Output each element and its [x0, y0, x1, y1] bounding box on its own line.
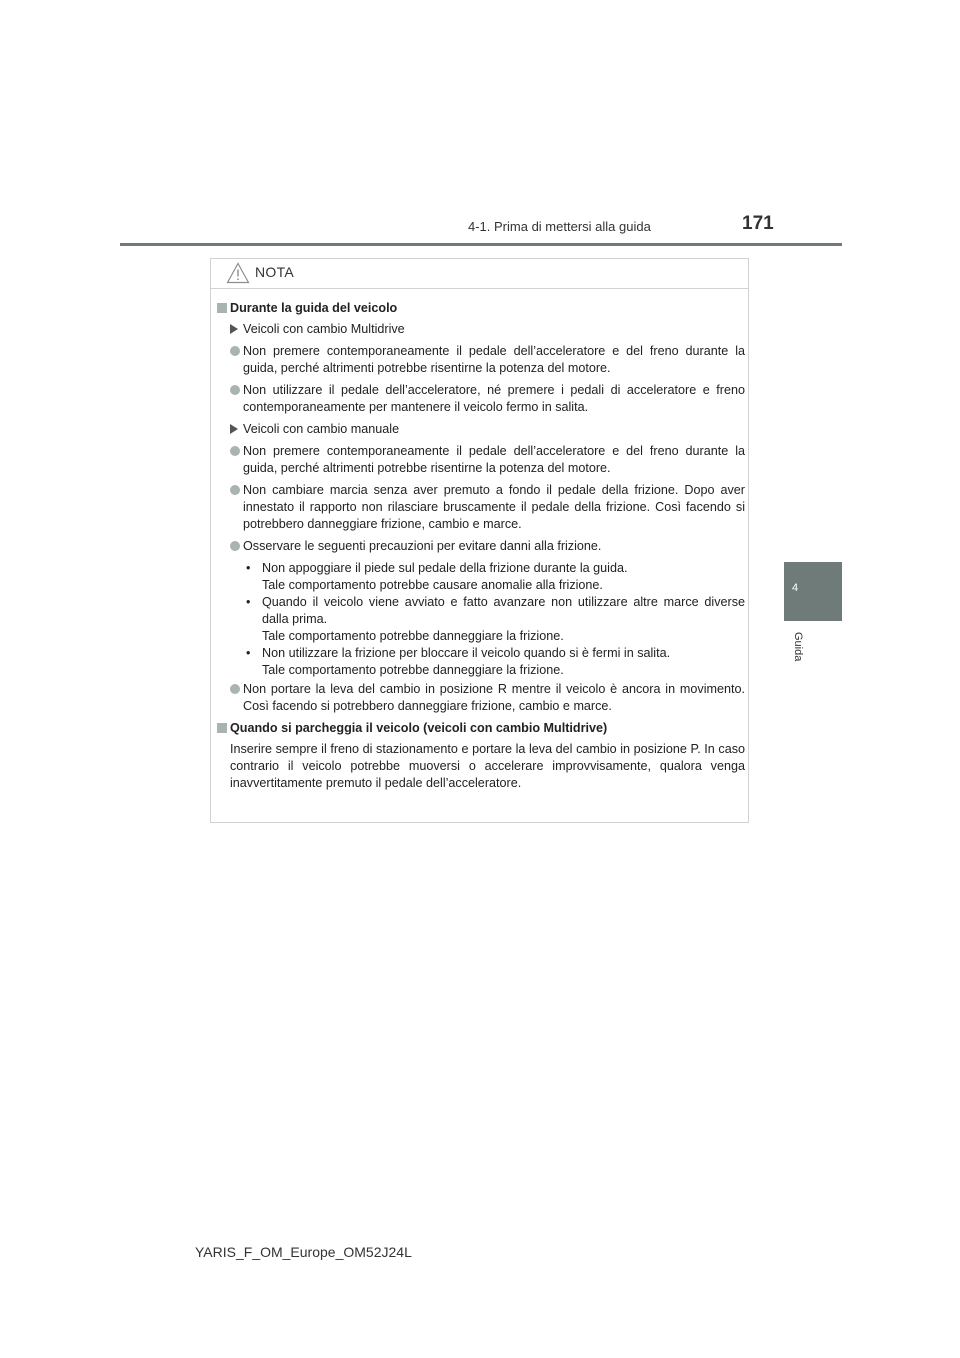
chapter-tab [784, 562, 842, 621]
heading-text: Quando si parcheggia il veicolo (veicoli con cambio Multidrive) [230, 721, 608, 735]
circle-bullet-icon [230, 446, 240, 456]
page-number: 171 [742, 213, 774, 234]
subheading [217, 321, 745, 338]
subheading [217, 421, 745, 438]
list-item-text: Osservare le seguenti precauzioni per evitare danni alla frizione. [243, 539, 602, 553]
circle-bullet-icon [230, 684, 240, 694]
note-header [211, 259, 748, 289]
circle-bullet-icon [230, 541, 240, 551]
sub-bullet: • [246, 561, 251, 575]
sub-item-text: Quando il veicolo viene avviato e fatto avanzare non utilizzare altre marce diverse dalla prima. [262, 595, 745, 626]
list-item-text: Non cambiare marcia senza aver premuto a fondo il pedale della frizione. Dopo aver innestato il rapporto non rilasciare bruscamente il pedale della frizione. Così facendo si potrebbero danneggiare frizione, cambio e marce. [243, 483, 745, 531]
list-item [217, 443, 745, 477]
list-item [217, 343, 745, 377]
sub-list-item [217, 594, 745, 645]
list-item [217, 482, 745, 533]
sub-bullet: • [246, 646, 251, 660]
section-heading [217, 720, 745, 737]
sub-item-text: Non utilizzare la frizione per bloccare il veicolo quando si è fermi in salita. [262, 646, 671, 660]
circle-bullet-icon [230, 485, 240, 495]
note-box [210, 258, 749, 823]
sub-list-item [217, 560, 745, 594]
sub-item-note: Tale comportamento potrebbe danneggiare la frizione. [262, 663, 564, 677]
list-item-text: Non utilizzare il pedale dell’acceleratore, né premere i pedali di acceleratore e freno contemporaneamente per mantenere il veicolo fermo in salita. [243, 383, 745, 414]
sub-bullet: • [246, 595, 251, 609]
sub-item-text: Non appoggiare il piede sul pedale della frizione durante la guida. [262, 561, 628, 575]
chapter-number: 4 [792, 582, 799, 594]
warning-triangle-icon [226, 262, 250, 284]
triangle-pointer-icon [230, 324, 238, 334]
section-heading [217, 300, 745, 317]
circle-bullet-icon [230, 385, 240, 395]
list-item-text: Non premere contemporaneamente il pedale dell’acceleratore e del freno durante la guida, perché altrimenti potrebbe risentirne la potenza del motore. [243, 444, 745, 475]
list-item-text: Non portare la leva del cambio in posizione R mentre il veicolo è ancora in movimento. Così facendo si potrebbero danneggiare frizione, cambio e marce. [243, 682, 745, 713]
sub-item-note: Tale comportamento potrebbe danneggiare la frizione. [262, 629, 564, 643]
circle-bullet-icon [230, 346, 240, 356]
paragraph: Inserire sempre il freno di stazionamento e portare la leva del cambio in posizione P. In caso contrario il veicolo potrebbe muoversi o accelerare improvvisamente, qualora venga inavvertitamente premuto il pedale dell’acceleratore. [230, 742, 745, 790]
sub-item-note: Tale comportamento potrebbe causare anomalie alla frizione. [262, 578, 603, 592]
square-bullet-icon [217, 723, 227, 733]
note-title: NOTA [255, 264, 295, 280]
sub-list-item [217, 645, 745, 679]
section-title: 4-1. Prima di mettersi alla guida [468, 219, 651, 234]
subheading-text: Veicoli con cambio manuale [243, 422, 400, 436]
subheading-text: Veicoli con cambio Multidrive [243, 322, 405, 336]
note-content [217, 300, 745, 792]
header-divider [120, 243, 842, 246]
triangle-pointer-icon [230, 424, 238, 434]
heading-text: Durante la guida del veicolo [230, 301, 398, 315]
chapter-label: Guida [792, 632, 804, 662]
document-code: YARIS_F_OM_Europe_OM52J24L [195, 1244, 412, 1260]
square-bullet-icon [217, 303, 227, 313]
list-item-text: Non premere contemporaneamente il pedale dell’acceleratore e del freno durante la guida, perché altrimenti potrebbe risentirne la potenza del motore. [243, 344, 745, 375]
list-item [217, 382, 745, 416]
list-item [217, 681, 745, 715]
list-item [217, 538, 745, 555]
